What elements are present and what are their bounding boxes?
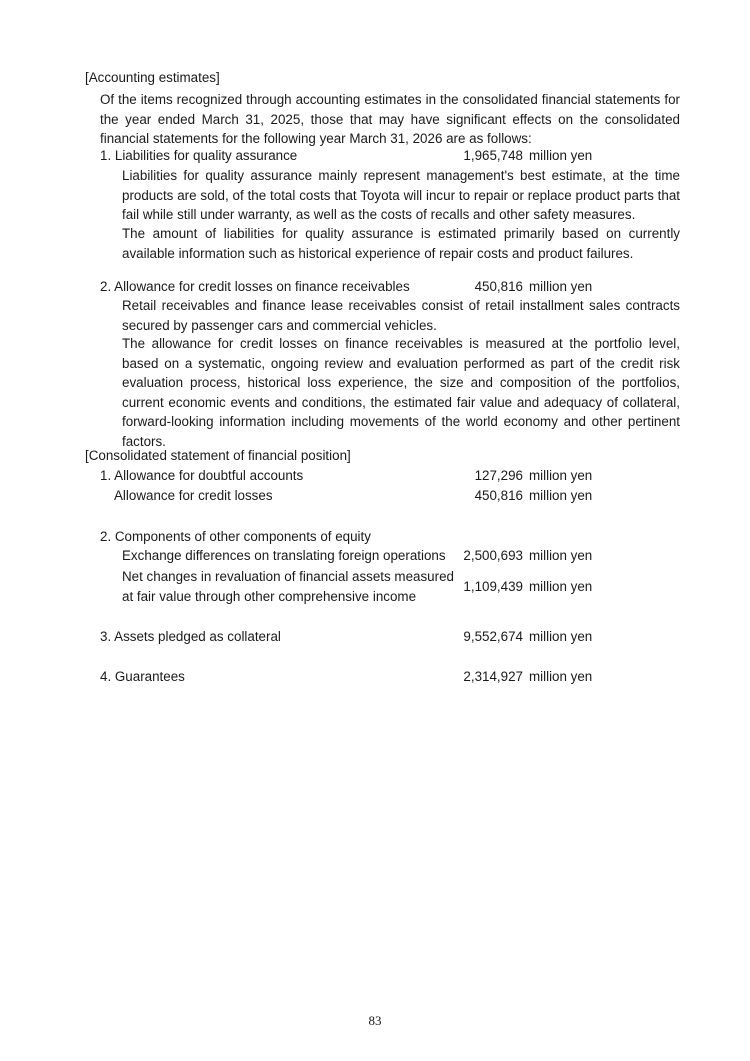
fp-item-label: 1. Allowance for doubtful accounts [100,468,304,483]
fp-item-amount: 1,109,439 [463,579,523,594]
fp-item-allowance-doubtful [100,467,680,485]
fp-item-equity-components [100,528,680,546]
fp-item-exchange-differences [100,547,680,565]
fp-item-assets-pledged [100,628,680,646]
fp-item-allowance-credit [100,487,680,505]
estimate-item-unit: million yen [529,148,593,163]
quality-assurance-paragraph-1: Liabilities for quality assurance mainly represent management's best estimate, at the time products are sold, of the total costs that Toyota will incur to repair or replace product parts that fail while still under warranty, as well as the costs of recalls and other safety measures. [122,168,680,223]
fp-item-amount: 2,500,693 [463,548,523,563]
estimate-item-amount: 1,965,748 [463,148,523,163]
fp-item-unit: million yen [529,468,593,483]
section-heading-financial-position: [Consolidated statement of financial position] [85,448,351,463]
fp-item-unit: million yen [529,548,593,563]
fp-item-amount: 127,296 [474,468,523,483]
estimate-item-label: 2. Allowance for credit losses on finance receivables [100,279,410,294]
section-heading-accounting-estimates: [Accounting estimates] [85,70,220,85]
fp-item-label: Allowance for credit losses [114,488,273,503]
fp-item-label: Exchange differences on translating foreign operations [122,548,446,563]
credit-losses-paragraph-2: The allowance for credit losses on finance receivables is measured at the portfolio level, based on a systematic, ongoing review and evaluation performed as part of the credit risk evaluation process, historical loss experience, the size and composition of the portfolios, current economic events and conditions, the estimated fair value and adequacy of collateral, forward-looking information including movements of the world economy and other pertinent factors. [122,336,680,449]
fp-item-unit: million yen [529,579,593,594]
fp-item-net-changes-revaluation [100,568,680,608]
fp-item-label-line2: at fair value through other comprehensive income [122,589,417,604]
fp-item-unit: million yen [529,629,593,644]
estimate-item-unit: million yen [529,279,593,294]
fp-item-amount: 9,552,674 [463,629,523,644]
fp-item-label: 2. Components of other components of equity [100,529,371,544]
accounting-estimates-intro: Of the items recognized through accounting estimates in the consolidated financial statements for the year ended March 31, 2025, those that may have significant effects on the consolidated financial statements for the following year March 31, 2026 are as follows: [100,92,680,147]
fp-item-unit: million yen [529,669,593,684]
fp-item-amount: 2,314,927 [463,669,523,684]
page-number: 83 [368,1013,382,1028]
estimate-item-amount: 450,816 [474,279,523,294]
fp-item-guarantees [100,668,680,686]
estimate-item-quality-assurance [100,147,680,165]
estimate-item-label: 1. Liabilities for quality assurance [100,148,298,163]
fp-item-label: 4. Guarantees [100,669,185,684]
credit-losses-paragraph-1: Retail receivables and finance lease receivables consist of retail installment sales contracts secured by passenger cars and commercial vehicles. [122,298,680,333]
fp-item-unit: million yen [529,488,593,503]
fp-item-label-line1: Net changes in revaluation of financial assets measured [122,569,454,584]
fp-item-amount: 450,816 [474,488,523,503]
quality-assurance-paragraph-2: The amount of liabilities for quality assurance is estimated primarily based on currently available information such as historical experience of repair costs and product failures. [122,226,680,261]
estimate-item-credit-losses [100,278,680,296]
fp-item-label: 3. Assets pledged as collateral [100,629,281,644]
